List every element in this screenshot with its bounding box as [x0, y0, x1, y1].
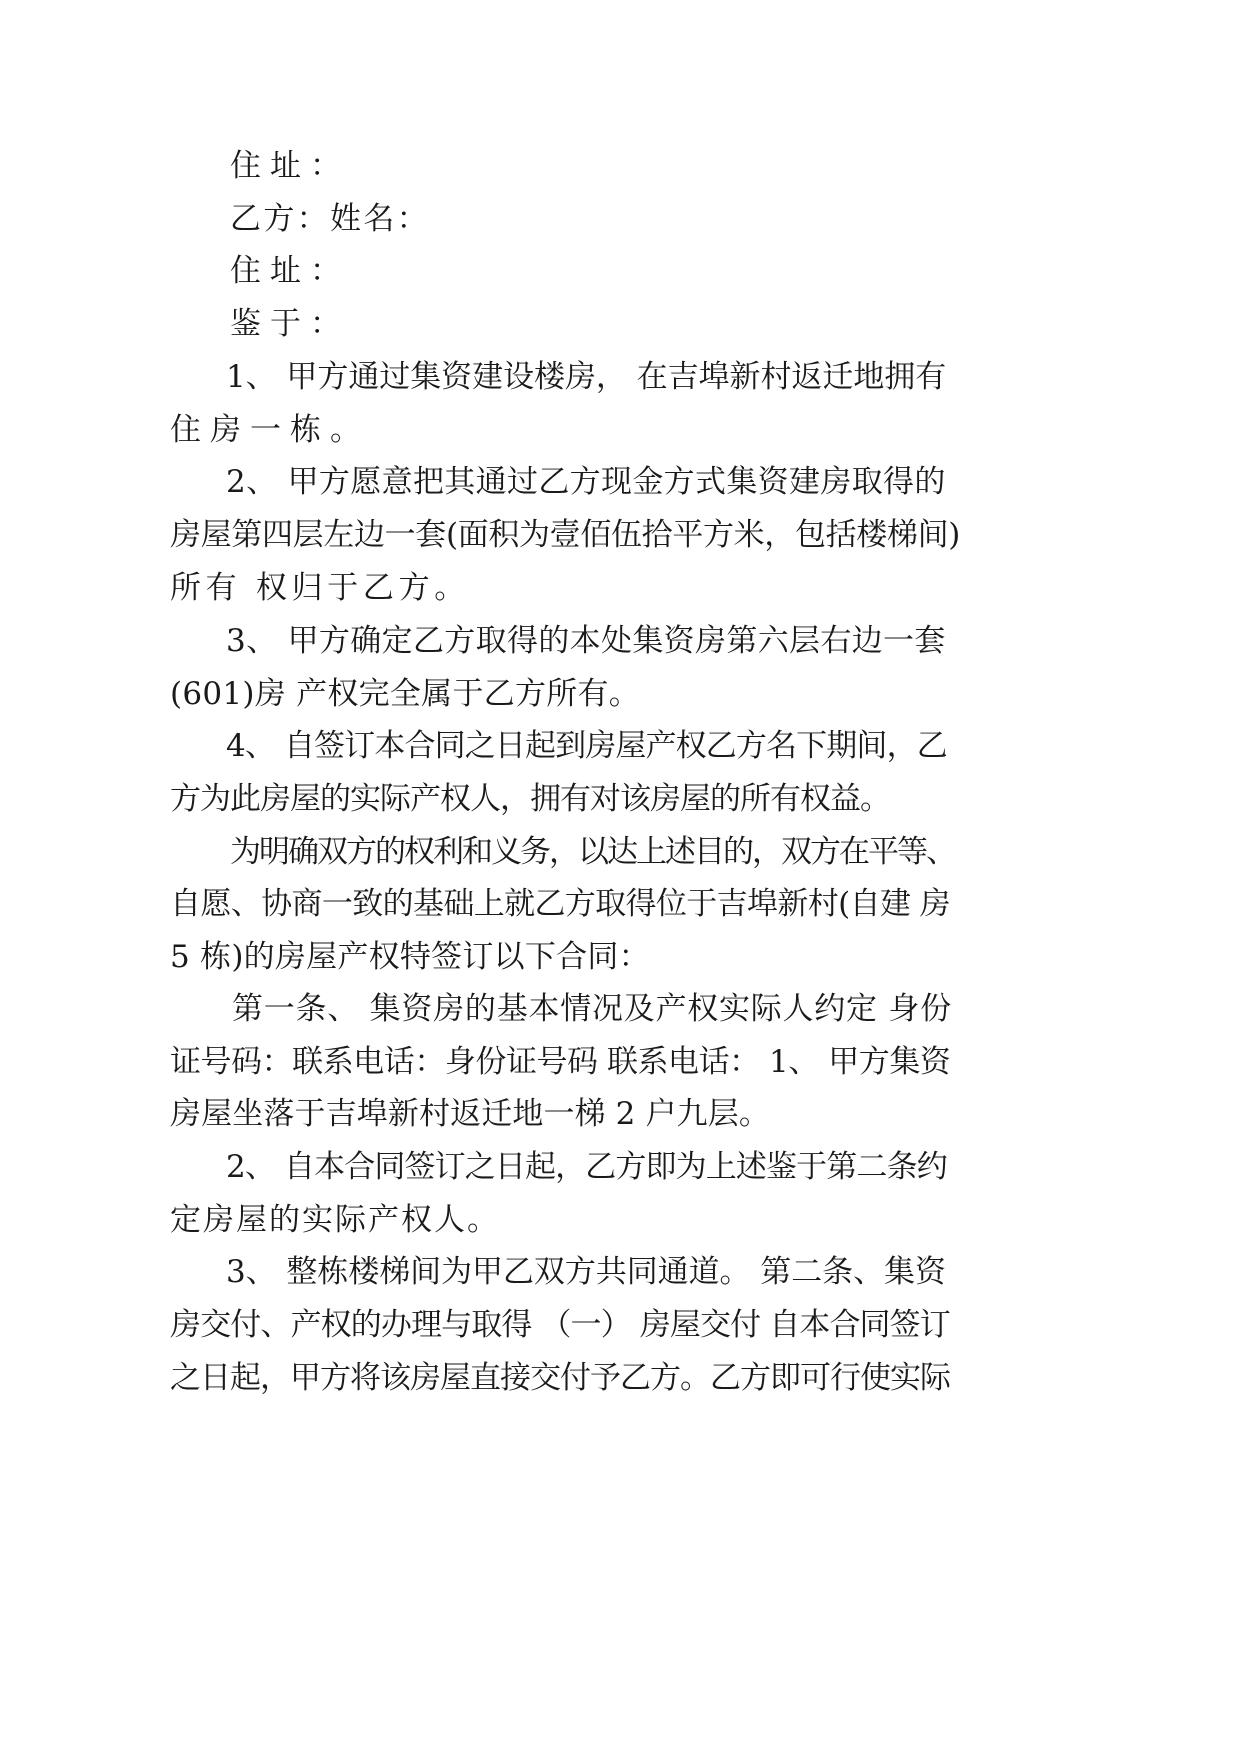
- text-line: 所有 权归于乙方。: [170, 570, 470, 606]
- text-line: 3、 整栋楼梯间为甲乙双方共同通道。 第二条、集资: [226, 1254, 946, 1290]
- text-line: 之日起，甲方将该房屋直接交付予乙方。乙方即可行使实际: [170, 1360, 950, 1396]
- text-line: 1、 甲方通过集资建设楼房， 在吉埠新村返迁地拥有: [226, 359, 947, 395]
- text-line: 房屋坐落于吉埠新村返迁地一梯 2 户九层。: [170, 1096, 770, 1132]
- text-line: 方为此房屋的实际产权人，拥有对该房屋的所有权益。: [170, 781, 890, 817]
- text-line: 住址：: [230, 253, 350, 289]
- text-line: 为明确双方的权利和义务，以达上述目的，双方在平等、: [230, 834, 955, 870]
- text-line: 2、 自本合同签订之日起，乙方即为上述鉴于第二条约: [226, 1149, 947, 1185]
- text-line: 3、 甲方确定乙方取得的本处集资房第六层右边一套: [226, 623, 946, 659]
- text-line: 自愿、协商一致的基础上就乙方取得位于吉埠新村(自建 房: [170, 886, 950, 922]
- text-line: 住址：: [230, 148, 350, 184]
- text-line: 鉴于：: [230, 306, 350, 342]
- text-line: 4、 自签订本合同之日起到房屋产权乙方名下期间，乙: [226, 728, 947, 764]
- text-line: 第一条、 集资房的基本情况及产权实际人约定 身份: [232, 991, 952, 1027]
- text-line: 乙方：姓名：: [230, 201, 430, 237]
- text-line: 定房屋的实际产权人。: [170, 1202, 500, 1238]
- text-line: 房交付、产权的办理与取得 （一） 房屋交付 自本合同签订: [170, 1307, 950, 1343]
- text-line: 5 栋)的房屋产权特签订以下合同：: [170, 939, 650, 975]
- text-line: 证号码：联系电话：身份证号码 联系电话： 1、 甲方集资: [170, 1044, 951, 1080]
- text-line: 住房一栋。: [170, 412, 370, 448]
- text-line: 房屋第四层左边一套(面积为壹佰伍拾平方米，包括楼梯间): [170, 517, 961, 553]
- text-line: (601)房 产权完全属于乙方所有。: [170, 676, 641, 712]
- text-line: 2、 甲方愿意把其通过乙方现金方式集资建房取得的: [226, 464, 946, 500]
